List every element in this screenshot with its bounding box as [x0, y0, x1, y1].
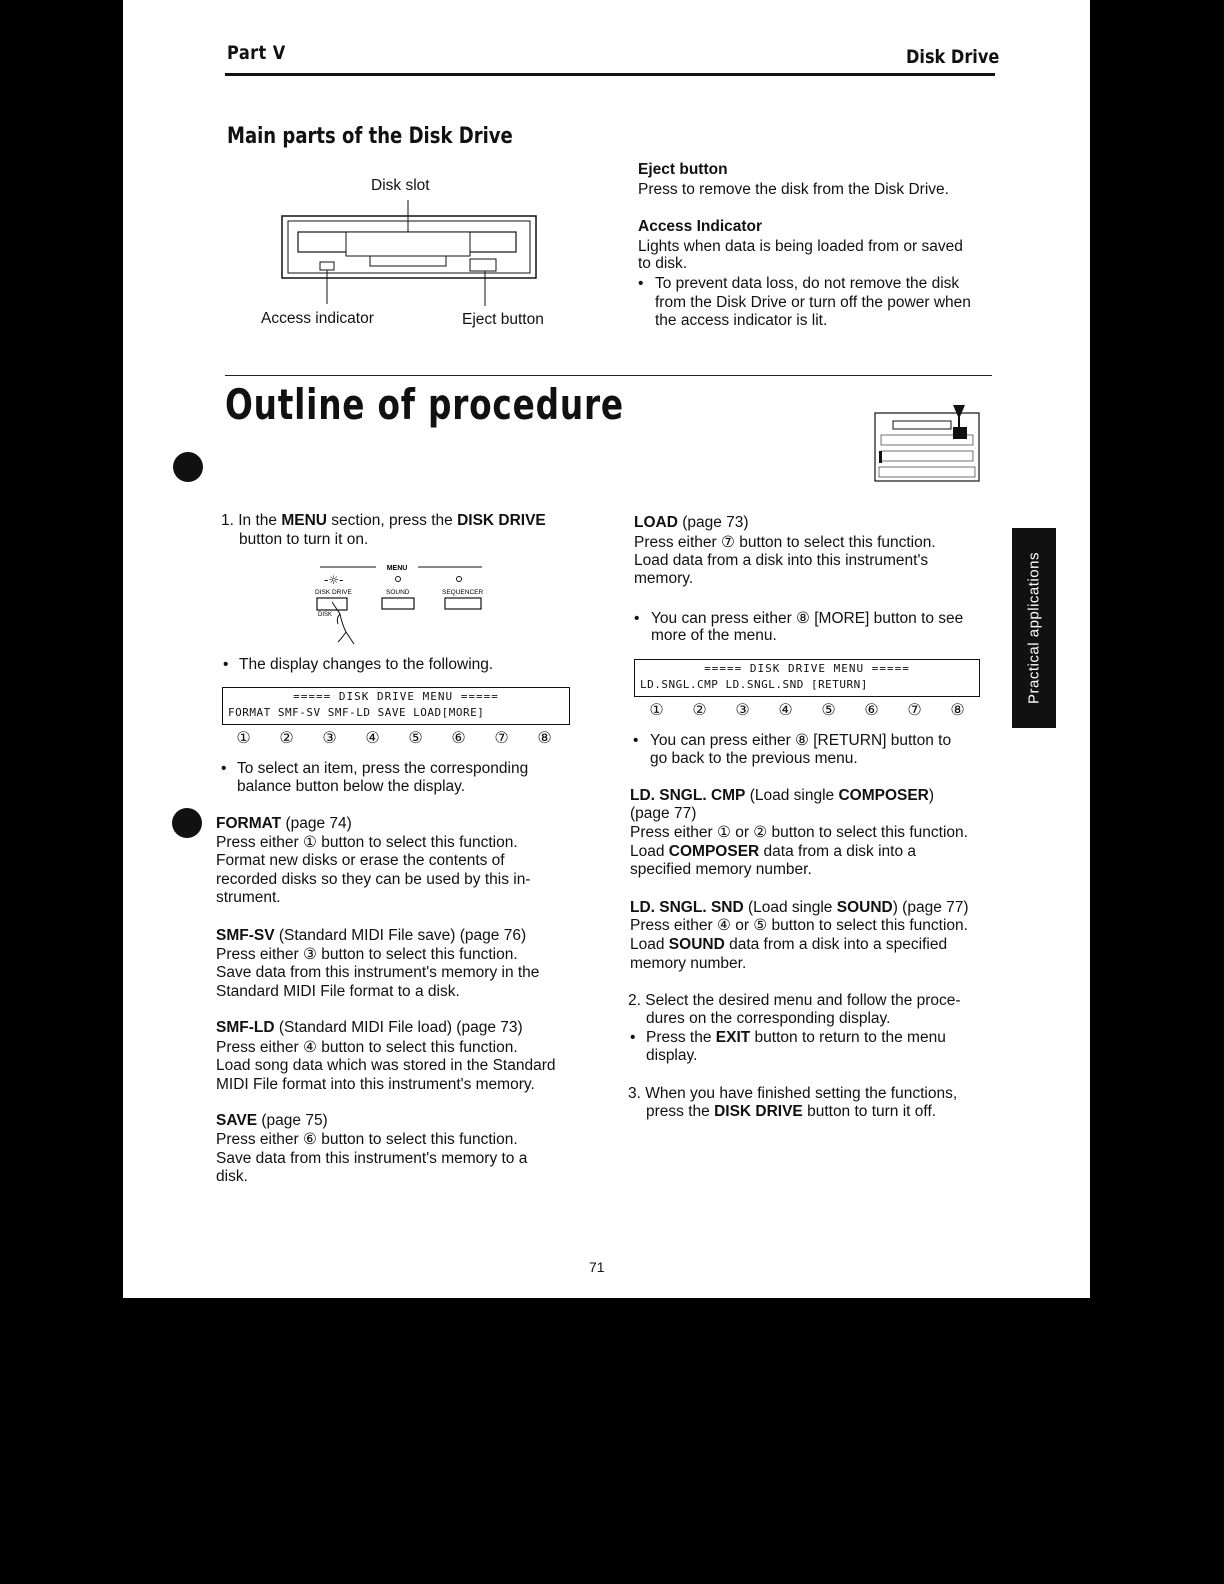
more-1: You can press either ⑧ [MORE] button to see: [651, 610, 964, 627]
select-item-2: balance button below the display.: [237, 778, 466, 795]
num-5: ⑤: [821, 702, 836, 719]
access-text-1: Lights when data is being loaded from or saved: [638, 238, 963, 255]
bullet-dot: •: [223, 656, 229, 673]
load-1: Press either ⑦ button to select this function.: [634, 534, 936, 551]
smfld-2: Load song data which was stored in the Standard: [216, 1057, 556, 1074]
step3-2c: button to turn it off.: [802, 1103, 937, 1120]
lamp-lit-icon: -☼-: [324, 573, 344, 587]
smfld-page: (Standard MIDI File load) (page 73): [274, 1019, 523, 1036]
ldsnd-2a: Load: [630, 936, 669, 953]
ldcmp-end: ): [928, 787, 935, 804]
ldsnd-2b: SOUND: [668, 936, 725, 953]
smfsv-heading: [216, 927, 526, 946]
smfsv-1: Press either ③ button to select this function.: [216, 946, 518, 963]
step3-2b: DISK DRIVE: [714, 1103, 803, 1120]
balance-button-numbers: [635, 700, 979, 720]
save-name: SAVE: [216, 1112, 258, 1129]
ldcmp-name: LD. SNGL. CMP: [630, 787, 746, 804]
num-3: ③: [322, 730, 337, 747]
exit-b: EXIT: [715, 1029, 751, 1046]
num-1: ①: [236, 730, 251, 747]
exit-2: display.: [646, 1047, 698, 1064]
load-heading: [634, 514, 749, 533]
ldcmp-2: [630, 843, 916, 862]
instrument-panel-icon: [873, 405, 981, 483]
format-4: strument.: [216, 889, 281, 906]
step1-line2: button to turn it on.: [239, 531, 369, 548]
num-2: ②: [279, 730, 294, 747]
step1-disk-drive: DISK DRIVE: [457, 512, 546, 529]
save-2: Save data from this instrument's memory to a: [216, 1150, 528, 1167]
ldsnd-mid: (Load single: [743, 899, 837, 916]
save-1: Press either ⑥ button to select this function.: [216, 1131, 518, 1148]
side-tab: [1012, 528, 1056, 728]
eject-text: Press to remove the disk from the Disk Drive.: [638, 181, 949, 198]
load-2: Load data from a disk into this instrument's: [634, 552, 929, 569]
access-bullet-3: the access indicator is lit.: [655, 312, 828, 329]
access-bullet-1: To prevent data loss, do not remove the disk: [655, 275, 960, 292]
lcd-more-row1: ===== DISK DRIVE MENU =====: [704, 662, 910, 675]
panel-sound-label: SOUND: [386, 589, 410, 596]
header-rule: [225, 73, 995, 76]
ldcmp-mid: (Load single: [745, 787, 839, 804]
format-1: Press either ① button to select this function.: [216, 834, 518, 851]
ldsnd-2: [630, 936, 947, 955]
eject-heading: Eject button: [638, 161, 728, 178]
panel-disk-label: DISK: [318, 612, 333, 618]
ldcmp-2b: COMPOSER: [668, 843, 760, 860]
step2-1: 2. Select the desired menu and follow the proce-: [628, 992, 961, 1009]
access-indicator-label: Access indicator: [261, 310, 374, 327]
access-heading: Access Indicator: [638, 218, 763, 235]
smfld-heading: [216, 1019, 523, 1038]
lcd-main-row1: ===== DISK DRIVE MENU =====: [293, 690, 499, 703]
exit-1: [646, 1029, 946, 1048]
main-parts-title: Main parts of the Disk Drive: [227, 124, 513, 149]
bullet-dot: •: [633, 732, 639, 749]
load-name: LOAD: [634, 514, 678, 531]
save-3: disk.: [216, 1168, 248, 1185]
ldcmp-page: (page 77): [630, 805, 697, 822]
step1-menu: MENU: [281, 512, 327, 529]
menu-panel-illustration: [312, 558, 492, 654]
section-rule: [225, 375, 992, 376]
more-2: more of the menu.: [651, 627, 777, 644]
access-text-2: to disk.: [638, 255, 688, 272]
format-heading: [216, 815, 352, 834]
ldcmp-2c: data from a disk into a: [759, 843, 917, 860]
ldsnd-end: ) (page 77): [892, 899, 969, 916]
header-section: Disk Drive: [906, 46, 1000, 68]
num-6: ⑥: [451, 730, 466, 747]
bullet-dot: •: [638, 275, 644, 292]
bullet-dot: •: [634, 610, 640, 627]
return-2: go back to the previous menu.: [650, 750, 858, 767]
step1-text-b: section, press the: [326, 512, 458, 529]
step1-line1: [221, 512, 546, 531]
format-2: Format new disks or erase the contents of: [216, 852, 505, 869]
ldsnd-heading: [630, 899, 969, 918]
smfld-1: Press either ④ button to select this function.: [216, 1039, 518, 1056]
outline-title: Outline of procedure: [225, 380, 624, 429]
balance-button-numbers: [222, 728, 566, 748]
scan-border-right: [1090, 0, 1224, 1584]
smfsv-3: Standard MIDI File format to a disk.: [216, 983, 460, 1000]
lcd-display-more: [634, 659, 980, 697]
panel-sequencer-label: SEQUENCER: [442, 589, 484, 596]
ldsnd-1: Press either ④ or ⑤ button to select this function.: [630, 917, 968, 934]
scan-border-bottom: [123, 1298, 1090, 1584]
num-8: ⑧: [950, 702, 965, 719]
load-3: memory.: [634, 570, 694, 587]
num-7: ⑦: [494, 730, 509, 747]
num-1: ①: [649, 702, 664, 719]
num-3: ③: [735, 702, 750, 719]
bullet-dot: •: [221, 760, 227, 777]
ldsnd-3: memory number.: [630, 955, 747, 972]
format-page: (page 74): [281, 815, 352, 832]
header-part: Part V: [227, 42, 286, 64]
lcd-more-row2: LD.SNGL.CMP LD.SNGL.SND [RETURN]: [640, 678, 868, 691]
panel-disk-drive-label: DISK DRIVE: [315, 589, 352, 596]
select-item-1: To select an item, press the corresponding: [237, 760, 529, 777]
disk-slot-label: Disk slot: [371, 177, 430, 194]
ldsnd-sound: SOUND: [836, 899, 893, 916]
lcd-main-row2: FORMAT SMF-SV SMF-LD SAVE LOAD[MORE]: [228, 706, 485, 719]
ldcmp-2a: Load: [630, 843, 669, 860]
ldcmp-3: specified memory number.: [630, 861, 812, 878]
eject-button-label: Eject button: [462, 311, 544, 328]
lcd-display-main: [222, 687, 570, 725]
binding-hole: [172, 808, 202, 838]
smfsv-page: (Standard MIDI File save) (page 76): [274, 927, 527, 944]
num-2: ②: [692, 702, 707, 719]
save-heading: [216, 1112, 328, 1131]
save-page: (page 75): [257, 1112, 328, 1129]
num-5: ⑤: [408, 730, 423, 747]
load-page: (page 73): [677, 514, 749, 531]
exit-a: Press the: [646, 1029, 716, 1046]
page-number: 71: [589, 1259, 605, 1275]
ldcmp-heading: [630, 787, 934, 806]
access-bullet-2: from the Disk Drive or turn off the power when: [655, 294, 971, 311]
bullet-dot: •: [630, 1029, 636, 1046]
smfsv-name: SMF-SV: [216, 927, 275, 944]
step3-2a: press the: [646, 1103, 715, 1120]
step3-1: 3. When you have finished setting the functions,: [628, 1085, 958, 1102]
smfld-name: SMF-LD: [216, 1019, 275, 1036]
num-4: ④: [778, 702, 793, 719]
num-4: ④: [365, 730, 380, 747]
step3-2: [646, 1103, 936, 1122]
disk-drive-diagram: [280, 200, 540, 310]
num-6: ⑥: [864, 702, 879, 719]
display-changes: The display changes to the following.: [239, 656, 494, 673]
smfsv-2: Save data from this instrument's memory in the: [216, 964, 540, 981]
format-name: FORMAT: [216, 815, 282, 832]
ldsnd-name: LD. SNGL. SND: [630, 899, 744, 916]
step2-2: dures on the corresponding display.: [646, 1010, 891, 1027]
num-8: ⑧: [537, 730, 552, 747]
panel-menu-label: MENU: [386, 565, 408, 572]
num-7: ⑦: [907, 702, 922, 719]
smfld-3: MIDI File format into this instrument's memory.: [216, 1076, 535, 1093]
ldsnd-2c: data from a disk into a specified: [724, 936, 948, 953]
binding-hole: [173, 452, 203, 482]
ldcmp-1: Press either ① or ② button to select this function.: [630, 824, 968, 841]
ldcmp-composer: COMPOSER: [838, 787, 929, 804]
return-1: You can press either ⑧ [RETURN] button to: [650, 732, 952, 749]
exit-c: button to return to the menu: [750, 1029, 946, 1046]
format-3: recorded disks so they can be used by this in-: [216, 871, 531, 888]
step1-text-a: 1. In the: [221, 512, 282, 529]
scan-border-left: [0, 0, 123, 1584]
side-tab-label: Practical applications: [1025, 552, 1043, 704]
